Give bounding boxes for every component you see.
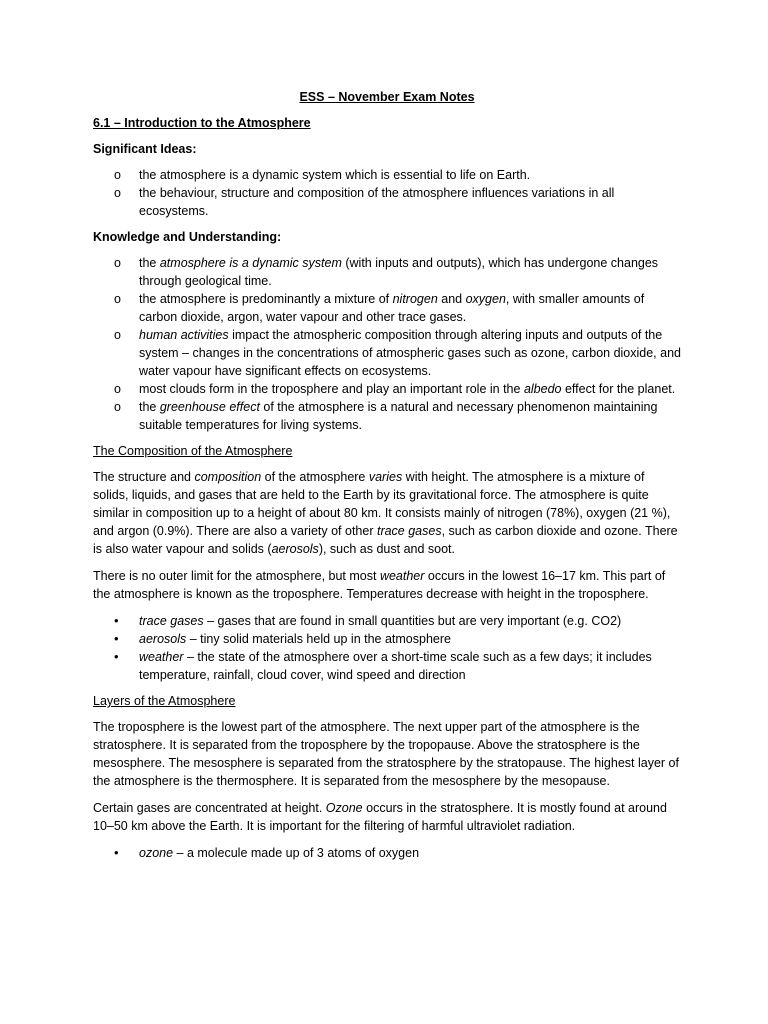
document-body <box>93 88 681 870</box>
composition-bullet-list <box>93 612 681 684</box>
bullet-marker: • <box>114 631 119 646</box>
layers-paragraph-2: Certain gases are concentrated at height. Ozone occurs in the stratosphere. It is mostly found at around 10–50 km above the Earth. It is important for the filtering of harmful ultraviolet radiation. <box>93 801 667 833</box>
list-item: o human activities impact the atmospheric composition through altering inputs and outputs of the system – changes in the concentrations of atmospheric gases such as ozone, carbon dioxide, and water vapour have significant effects on ecosystems. <box>114 328 681 378</box>
composition-heading: The Composition of the Atmosphere <box>93 444 293 458</box>
list-item: o the behaviour, structure and composition of the atmosphere influences variations in all ecosystems. <box>114 186 615 218</box>
list-item: o the atmosphere is predominantly a mixture of nitrogen and oxygen, with smaller amounts of carbon dioxide, argon, water vapour and other trace gases. <box>114 292 645 324</box>
knowledge-heading: Knowledge and Understanding: <box>93 230 282 244</box>
section-heading: 6.1 – Introduction to the Atmosphere <box>93 116 311 130</box>
list-item: o the atmosphere is a dynamic system which is essential to life on Earth. <box>114 168 531 182</box>
composition-paragraph-2: There is no outer limit for the atmosphere, but most weather occurs in the lowest 16–17 km. This part of the atmosphere is known as the troposphere. Temperatures decrease with height in the troposphere. <box>93 569 666 601</box>
list-item: • ozone – a molecule made up of 3 atoms of oxygen <box>114 845 420 860</box>
list-marker: o <box>114 382 121 396</box>
list-marker: o <box>114 292 121 306</box>
list-item: • aerosols – tiny solid materials held up in the atmosphere <box>114 631 451 646</box>
knowledge-list <box>93 254 681 434</box>
significant-ideas-heading: Significant Ideas: <box>93 142 197 156</box>
list-marker: o <box>114 400 121 414</box>
list-item: • trace gases – gases that are found in small quantities but are very important (e.g. CO2) <box>114 613 622 628</box>
bullet-marker: • <box>114 649 119 664</box>
list-marker: o <box>114 168 121 182</box>
composition-paragraph-1: The structure and composition of the atmosphere varies with height. The atmosphere is a mixture of solids, liquids, and gases that are held to the Earth by its gravitational force. The atmosphere is quite similar in composition up to a height of about 80 km. It consists mainly of nitrogen (78%), oxygen (21 %), and argon (0.9%). There are also a variety of other trace gases, such as carbon dioxide and ozone. There is also water vapour and solids (aerosols), such as dust and soot. <box>93 470 678 556</box>
bullet-marker: • <box>114 613 119 628</box>
list-item: o the greenhouse effect of the atmosphere is a natural and necessary phenomenon maintaining suitable temperatures for living systems. <box>114 400 658 432</box>
list-item: o the atmosphere is a dynamic system (with inputs and outputs), which has undergone changes through geological time. <box>114 256 659 288</box>
layers-paragraph-1: The troposphere is the lowest part of the atmosphere. The next upper part of the atmosphere is the stratosphere. It is separated from the troposphere by the tropopause. Above the stratosphere is the mesosphere. The mesosphere is separated from the stratosphere by the stratopause. The highest layer of the atmosphere is the thermosphere. It is separated from the mesosphere by the mesopause. <box>93 720 679 788</box>
list-item: • weather – the state of the atmosphere over a short-time scale such as a few days; it includes temperature, rainfall, cloud cover, wind speed and direction <box>114 649 652 682</box>
significant-ideas-list <box>93 166 681 220</box>
list-marker: o <box>114 186 121 200</box>
bullet-marker: • <box>114 845 119 860</box>
layers-heading: Layers of the Atmosphere <box>93 694 236 708</box>
list-marker: o <box>114 328 121 342</box>
document-title: ESS – November Exam Notes <box>299 90 475 104</box>
list-item: o most clouds form in the troposphere and play an important role in the albedo effect for the planet. <box>114 382 676 396</box>
list-marker: o <box>114 256 121 270</box>
layers-bullet-list <box>93 844 681 862</box>
